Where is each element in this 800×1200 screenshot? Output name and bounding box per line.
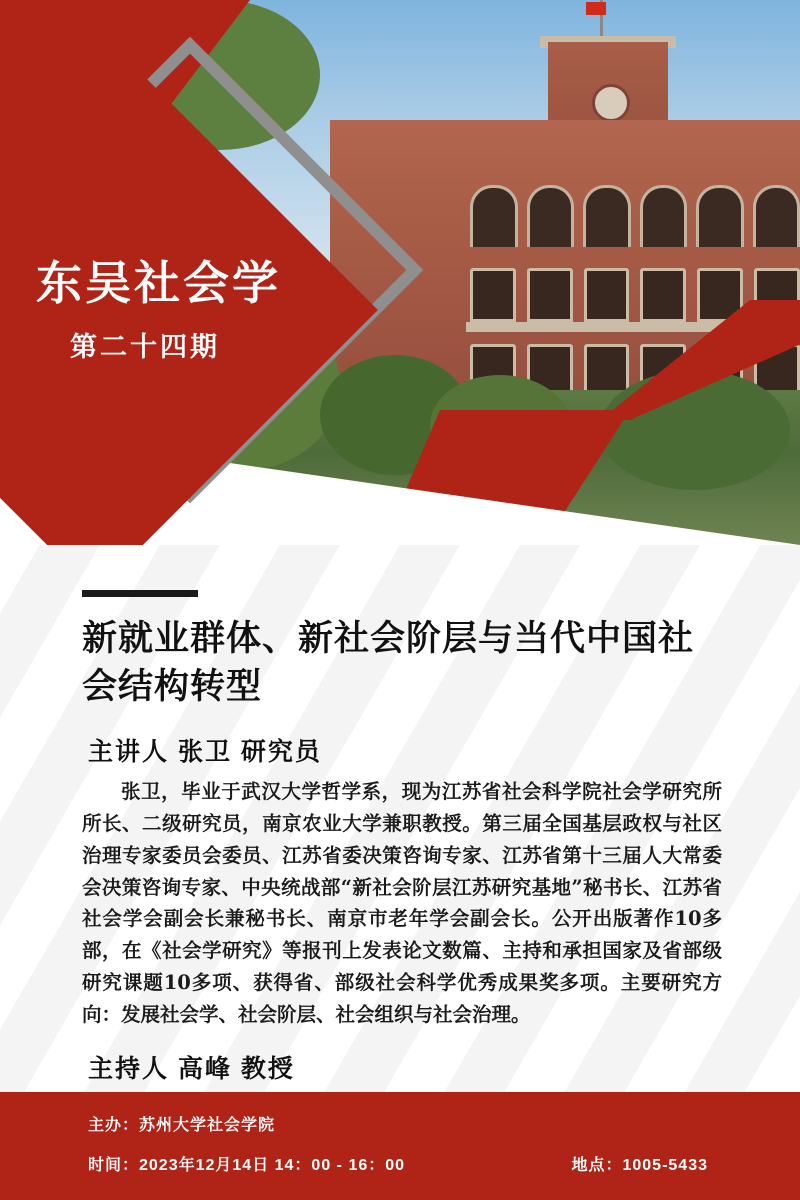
main-content [0, 560, 800, 1085]
arch [527, 185, 575, 247]
talk-title: 新就业群体、新社会阶层与当代中国社会结构转型 [82, 619, 695, 707]
speaker-line: 主讲人 张卫 研究员 [88, 737, 322, 766]
arch [640, 185, 688, 247]
brand-block [36, 258, 366, 364]
window [640, 268, 686, 322]
footer-time: 时间：2023年12月14日 14：00 - 16：00 [88, 1157, 406, 1174]
host-line: 主持人 高峰 教授 [88, 1055, 295, 1084]
footer-place: 地点：1005-5433 [571, 1157, 708, 1174]
arch [470, 185, 518, 247]
arcade-arches [470, 185, 800, 247]
flag-icon [586, 2, 606, 15]
footer-organizer: 主办：苏州大学社会学院 [88, 1117, 276, 1134]
clock-icon [592, 84, 630, 122]
footer-bar [0, 1092, 800, 1200]
window [470, 268, 516, 322]
arch [583, 185, 631, 247]
arch [696, 185, 744, 247]
window [584, 268, 630, 322]
speaker-bio: 张卫，毕业于武汉大学哲学系，现为江苏省社会科学院社会学研究所所长、二级研究员，南京农业大学兼职教授。第三届全国基层政权与社区治理专家委员会委员、江苏省委决策咨询专家、江苏省第十三届人大常委会决策咨询专家、中央统战部“新社会阶层江苏研究基地”秘书长、江苏省社会学会副会长兼秘书长、南京市老年学会副会长。公开出版著作10多部，在《社会学研究》等报刊上发表论文数篇、主持和承担国家及省部级研究课题10多项、获得省、部级社会科学优秀成果奖多项。主要研究方向：发展社会学、社会阶层、社会组织与社会治理。 [82, 779, 722, 1027]
title-rule-divider [82, 590, 198, 597]
arch [753, 185, 800, 247]
brand-subtitle: 第二十四期 [70, 331, 220, 362]
brand-title: 东吴社会学 [36, 257, 281, 309]
footer-details [88, 1152, 728, 1175]
window [527, 268, 573, 322]
